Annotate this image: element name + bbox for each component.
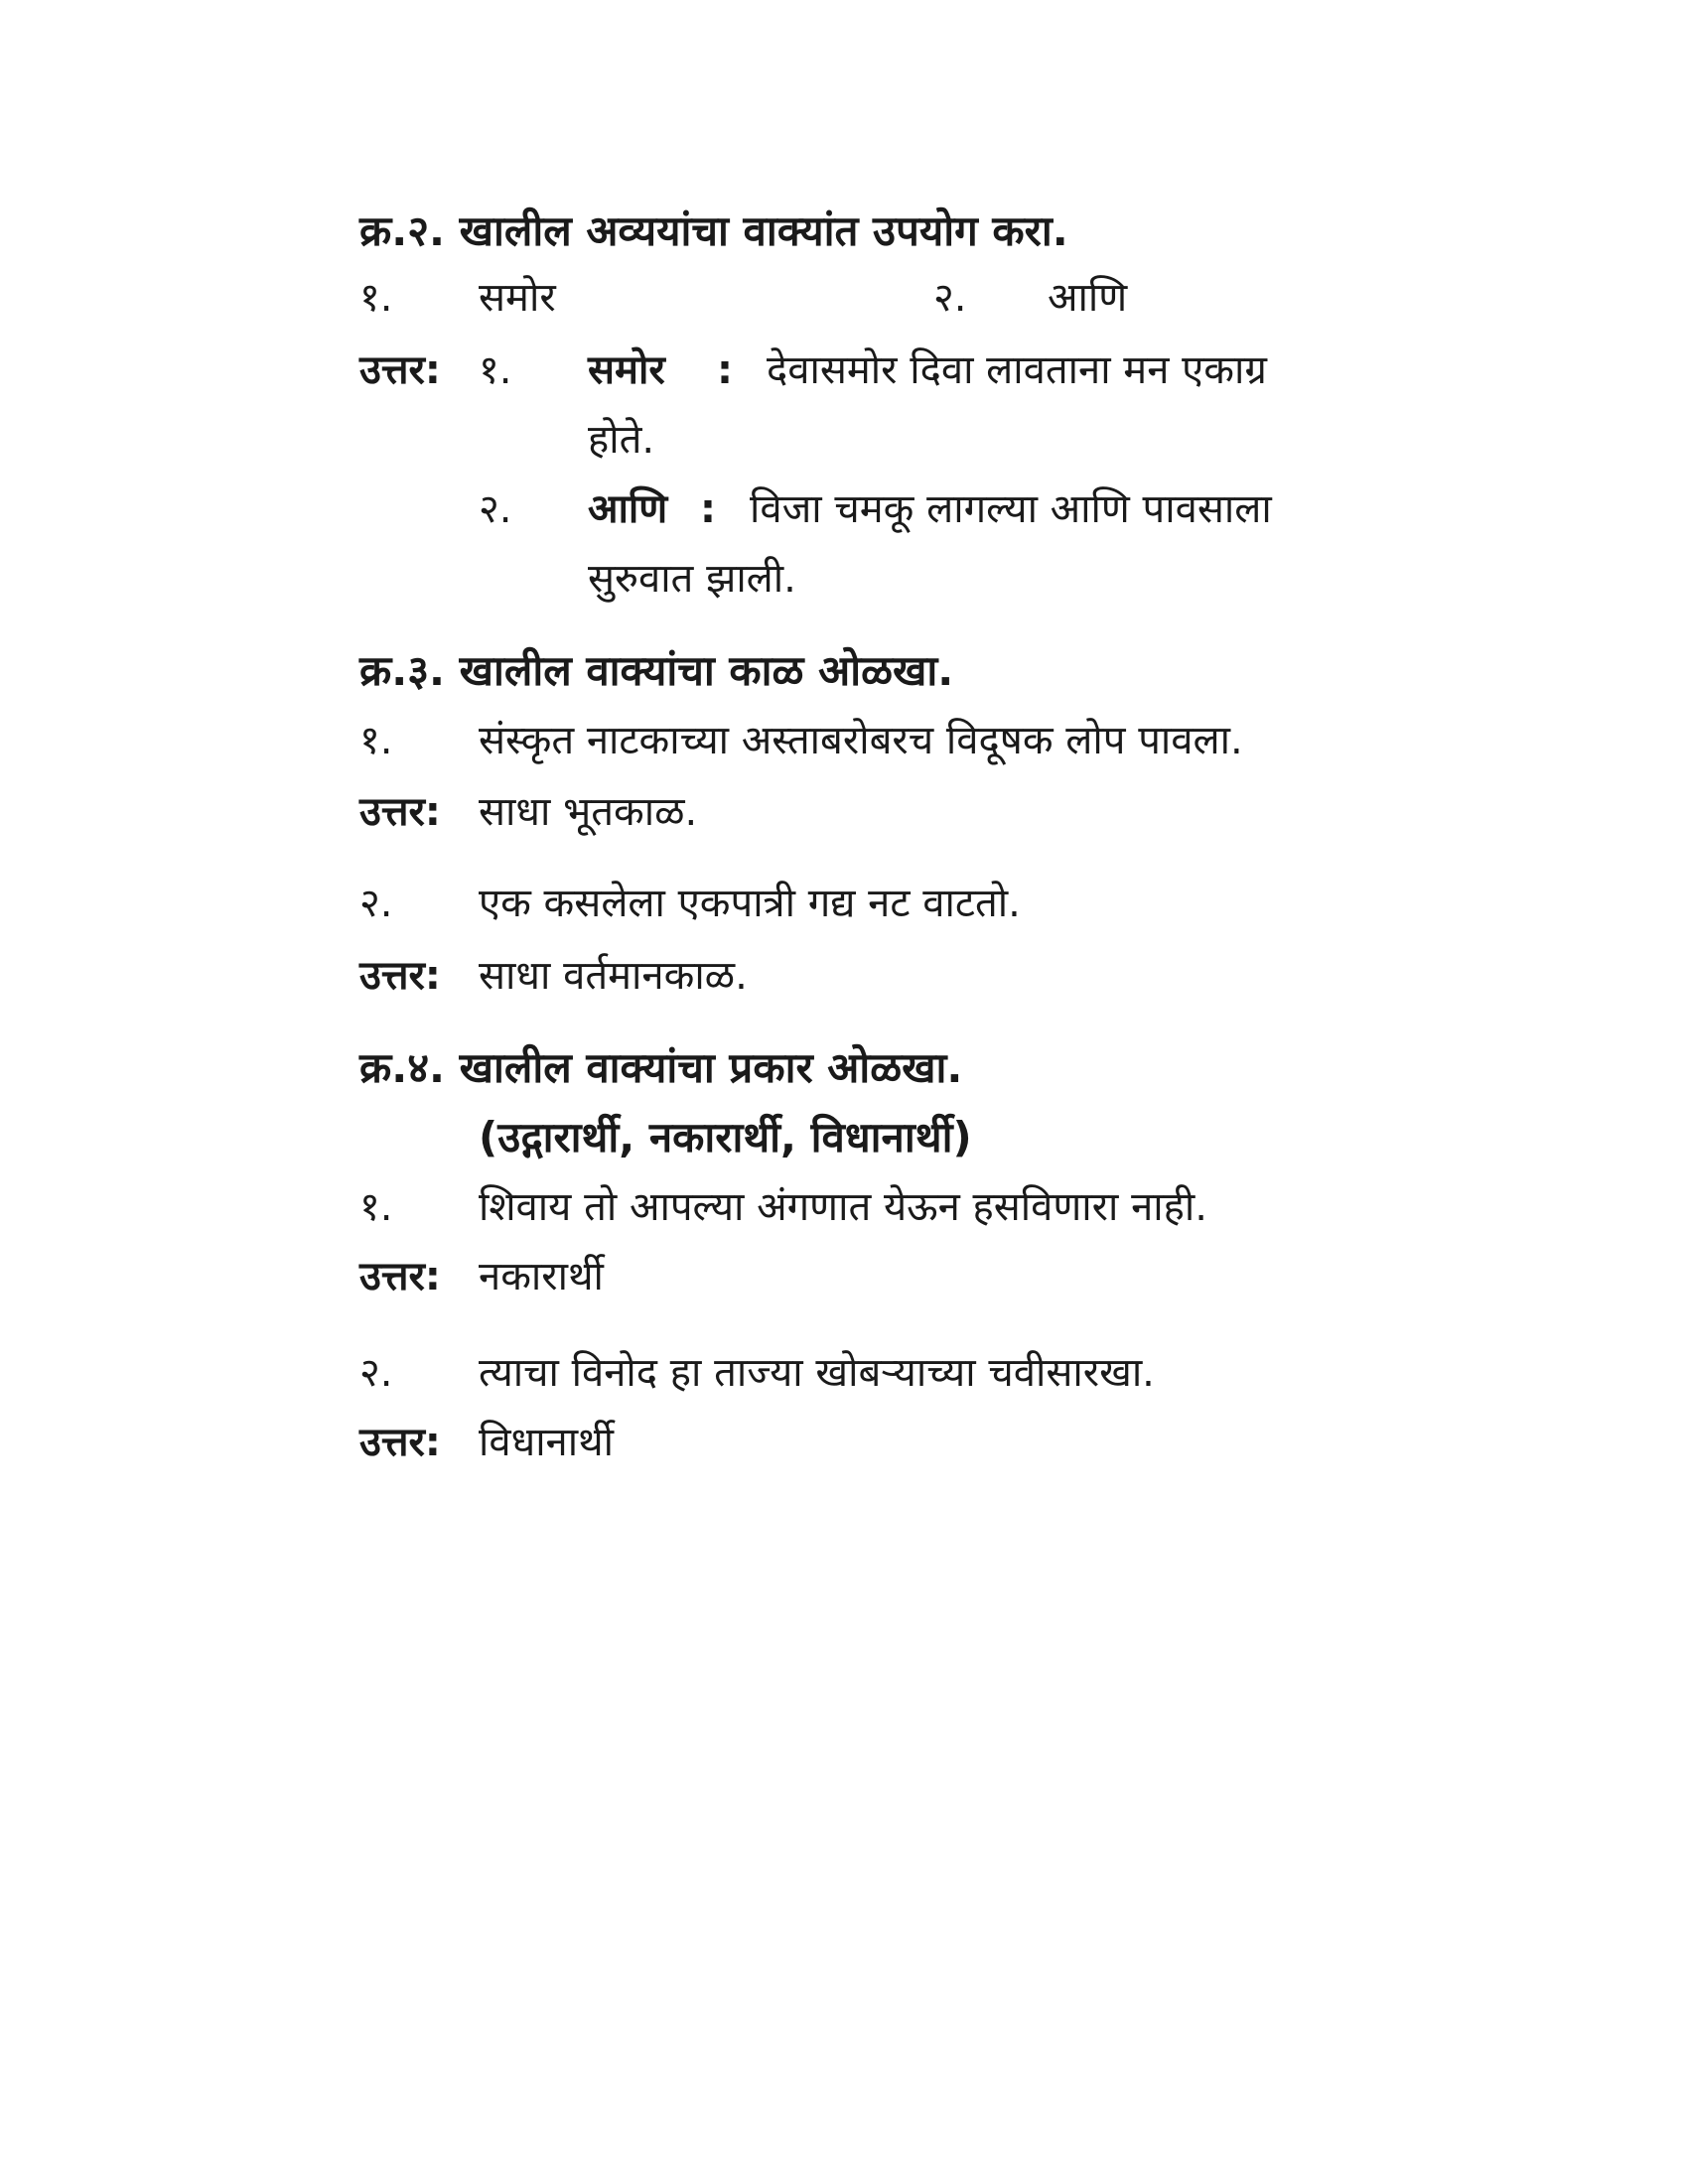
q2-item2-num: २. bbox=[933, 275, 967, 321]
q2-heading: क्र.२. खालील अव्ययांचा वाक्यांत उपयोग करा. bbox=[359, 206, 1068, 255]
q3-a1-label: उत्तर: bbox=[359, 789, 441, 835]
q4-s2-text: त्याचा विनोद हा ताज्या खोबऱ्याच्या चवीसारखा. bbox=[479, 1350, 1155, 1396]
q4-a1-label: उत्तर: bbox=[359, 1254, 441, 1299]
q4-a2-label: उत्तर: bbox=[359, 1420, 441, 1465]
q3-s1-text: संस्कृत नाटकाच्या अस्ताबरोबरच विदूषक लोप पावला. bbox=[479, 718, 1243, 763]
q4-subheading: (उद्गारार्थी, नकारार्थी, विधानार्थी) bbox=[479, 1113, 972, 1161]
q2-answer-label: उत्तर: bbox=[359, 347, 441, 393]
q2-ans1-text-line1: देवासमोर दिवा लावताना मन एकाग्र bbox=[767, 347, 1267, 393]
q2-ans1-colon: : bbox=[717, 347, 733, 393]
q2-ans2-text-line1: विजा चमकू लागल्या आणि पावसाला bbox=[750, 486, 1272, 532]
q3-a2-label: उत्तर: bbox=[359, 953, 441, 999]
q4-s1-num: १. bbox=[359, 1184, 393, 1230]
q2-item1-num: १. bbox=[359, 275, 393, 321]
q4-heading: क्र.४. खालील वाक्यांचा प्रकार ओळखा. bbox=[359, 1043, 963, 1092]
q4-a2-text: विधानार्थी bbox=[479, 1420, 615, 1465]
q3-s2-num: २. bbox=[359, 881, 393, 926]
q3-a1-text: साधा भूतकाळ. bbox=[479, 789, 698, 835]
q4-s2-num: २. bbox=[359, 1350, 393, 1396]
q2-ans1-word: समोर bbox=[588, 347, 665, 393]
q4-s1-text: शिवाय तो आपल्या अंगणात येऊन हसविणारा नाही. bbox=[479, 1184, 1207, 1230]
q2-ans1-text-line2: होते. bbox=[588, 417, 655, 463]
q3-a2-text: साधा वर्तमानकाळ. bbox=[479, 953, 748, 999]
q3-heading: क्र.३. खालील वाक्यांचा काळ ओळखा. bbox=[359, 646, 954, 695]
q2-item1-word: समोर bbox=[479, 275, 556, 321]
q3-s2-text: एक कसलेला एकपात्री गद्य नट वाटतो. bbox=[479, 881, 1021, 926]
q2-ans1-num: १. bbox=[479, 347, 512, 393]
q2-ans2-word: आणि bbox=[588, 486, 668, 532]
q2-ans2-colon: : bbox=[700, 486, 716, 532]
q3-s1-num: १. bbox=[359, 718, 393, 763]
q2-ans2-text-line2: सुरुवात झाली. bbox=[588, 556, 796, 602]
q2-item2-word: आणि bbox=[1048, 275, 1128, 321]
q4-a1-text: नकारार्थी bbox=[479, 1254, 604, 1299]
q2-ans2-num: २. bbox=[479, 486, 512, 532]
